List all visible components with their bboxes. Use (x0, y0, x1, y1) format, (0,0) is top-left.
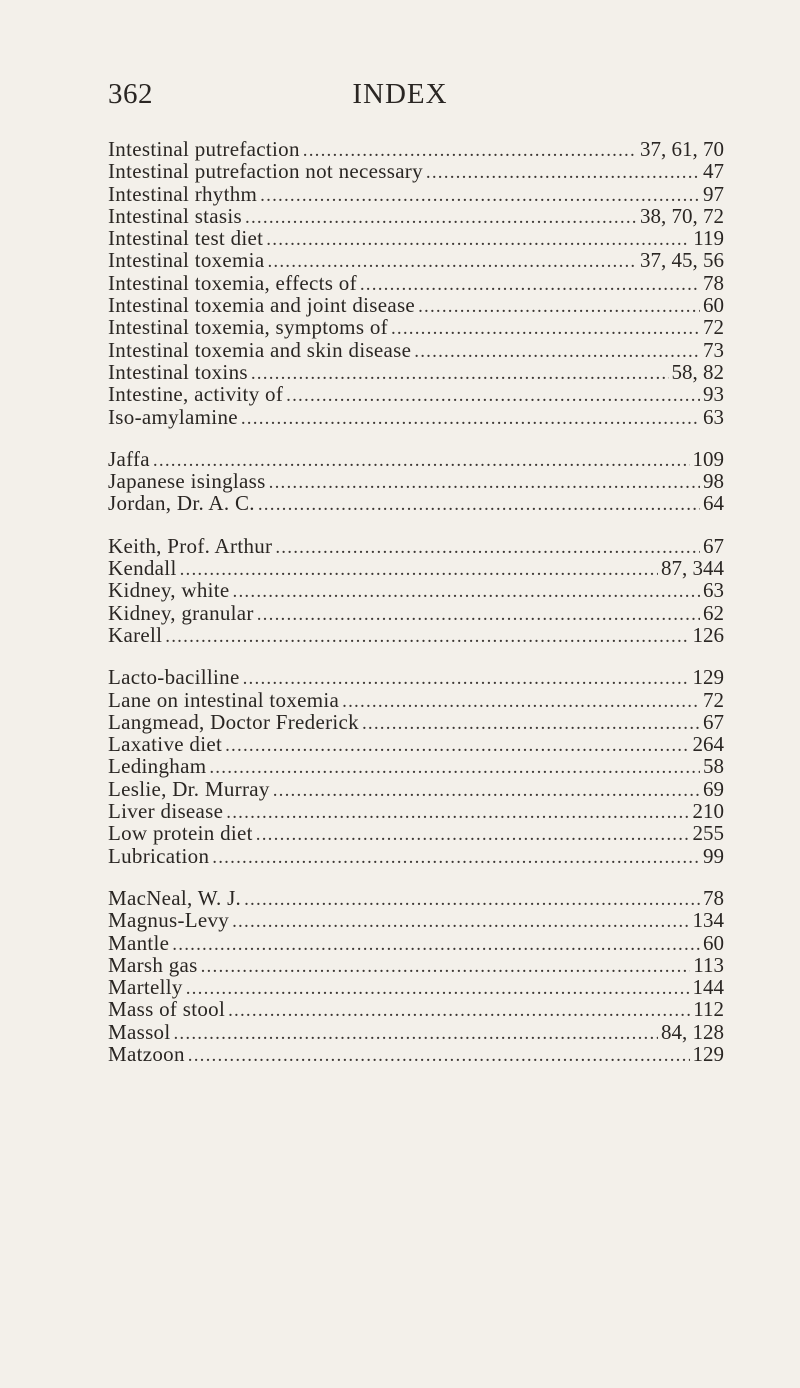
index-entry (108, 579, 724, 601)
index-pages: 126 (692, 622, 724, 647)
dot-leader (173, 1023, 658, 1045)
index-term: Marsh gas (108, 952, 198, 977)
index-pages: 58 (703, 754, 724, 779)
index-entry (108, 800, 724, 822)
index-term: Massol (108, 1019, 171, 1044)
index-term: Leslie, Dr. Murray (108, 776, 270, 801)
index-pages: 37, 45, 56 (640, 248, 724, 273)
index-pages: 119 (693, 226, 724, 251)
index-group (108, 666, 724, 867)
index-term: Magnus-Levy (108, 908, 230, 933)
index-pages: 37, 61, 70 (640, 137, 724, 161)
index-pages: 78 (703, 270, 724, 295)
index-entry (108, 272, 724, 294)
index-term: Intestine, activity of (108, 382, 284, 407)
index-pages: 47 (703, 159, 724, 184)
index-pages: 63 (703, 404, 724, 429)
dot-leader (186, 978, 690, 1000)
index-entry (108, 624, 724, 646)
index-entry (108, 778, 724, 800)
index-pages: 58, 82 (671, 359, 724, 384)
index-entry (108, 887, 724, 909)
dot-leader (286, 385, 700, 407)
index-term: Intestinal stasis (108, 203, 243, 228)
index-pages: 69 (703, 776, 724, 801)
index-pages: 60 (703, 293, 724, 318)
index-term: Intestinal putrefaction (108, 137, 300, 161)
dot-leader (273, 780, 700, 802)
index-pages: 73 (703, 337, 724, 362)
index-entry (108, 535, 724, 557)
index-term: Karell (108, 622, 163, 647)
index-body (108, 138, 724, 1085)
index-term: Low protein diet (108, 821, 253, 846)
index-entry (108, 294, 724, 316)
index-pages: 67 (703, 709, 724, 734)
dot-leader (232, 911, 689, 933)
dot-leader (180, 559, 658, 581)
dot-leader (251, 363, 669, 385)
index-term: Intestinal toxemia (108, 248, 265, 273)
index-term: Jordan, Dr. A. C. (108, 491, 255, 516)
index-pages: 72 (703, 315, 724, 340)
index-term: Kendall (108, 556, 177, 581)
index-term: Mass of stool (108, 997, 226, 1022)
index-term: Jaffa (108, 446, 150, 471)
index-pages: 129 (692, 1041, 724, 1066)
dot-leader (266, 229, 690, 251)
dot-leader (212, 847, 700, 869)
index-pages: 60 (703, 930, 724, 955)
index-term: Ledingham (108, 754, 207, 779)
index-term: Intestinal toxemia, symptoms of (108, 315, 388, 340)
index-term: Matzoon (108, 1041, 185, 1066)
index-pages: 129 (692, 665, 724, 690)
index-entry (108, 998, 724, 1020)
index-group (108, 887, 724, 1065)
dot-leader (209, 757, 700, 779)
index-entry (108, 406, 724, 428)
index-term: Keith, Prof. Arthur (108, 533, 273, 558)
index-entry (108, 470, 724, 492)
index-entry (108, 932, 724, 954)
dot-leader (172, 934, 700, 956)
index-group (108, 138, 724, 428)
index-pages: 144 (692, 975, 724, 1000)
index-entry (108, 602, 724, 624)
index-term: Martelly (108, 975, 183, 1000)
index-term: Intestinal toxemia and skin disease (108, 337, 412, 362)
index-entry (108, 1043, 724, 1065)
index-term: Lubrication (108, 843, 210, 868)
index-pages: 62 (703, 600, 724, 625)
index-entry (108, 160, 724, 182)
dot-leader (201, 956, 691, 978)
dot-leader (418, 296, 700, 318)
index-pages: 264 (692, 732, 724, 757)
index-term: Intestinal toxemia and joint disease (108, 293, 416, 318)
dot-leader (225, 735, 689, 757)
index-entry (108, 183, 724, 205)
index-entry (108, 689, 724, 711)
index-entry (108, 361, 724, 383)
index-term: Lacto-bacilline (108, 665, 240, 690)
index-term: MacNeal, W. J. (108, 885, 242, 910)
dot-leader (342, 691, 700, 713)
index-entry (108, 666, 724, 688)
dot-leader (228, 1000, 690, 1022)
dot-leader (233, 581, 700, 603)
index-entry (108, 316, 724, 338)
index-term: Iso-amylamine (108, 404, 238, 429)
index-entry (108, 845, 724, 867)
index-entry (108, 492, 724, 514)
index-term: Japanese isinglass (108, 469, 266, 494)
index-term: Lane on intestinal toxemia (108, 687, 340, 712)
page-number: 362 (108, 78, 153, 110)
dot-leader (414, 341, 700, 363)
index-pages: 255 (692, 821, 724, 846)
index-pages: 87, 344 (661, 556, 724, 581)
index-pages: 134 (692, 908, 724, 933)
index-entry (108, 249, 724, 271)
index-pages: 98 (703, 469, 724, 494)
dot-leader (165, 626, 689, 648)
index-term: Kidney, white (108, 578, 230, 603)
dot-leader (244, 889, 700, 911)
dot-leader (188, 1045, 690, 1067)
index-pages: 210 (692, 799, 724, 824)
index-entry (108, 227, 724, 249)
index-entry (108, 909, 724, 931)
index-entry (108, 138, 724, 160)
index-entry (108, 755, 724, 777)
dot-leader (256, 824, 690, 846)
index-entry (108, 711, 724, 733)
index-term: Kidney, granular (108, 600, 254, 625)
index-term: Intestinal test diet (108, 226, 264, 251)
dot-leader (241, 408, 700, 430)
index-pages: 72 (703, 687, 724, 712)
dot-leader (391, 318, 700, 340)
index-pages: 93 (703, 382, 724, 407)
index-entry (108, 383, 724, 405)
dot-leader (426, 162, 700, 184)
index-entry (108, 1021, 724, 1043)
page-title: INDEX (352, 78, 448, 110)
index-pages: 113 (693, 952, 724, 977)
dot-leader (257, 604, 700, 626)
index-term: Langmead, Doctor Frederick (108, 709, 359, 734)
index-term: Laxative diet (108, 732, 223, 757)
index-pages: 63 (703, 578, 724, 603)
index-entry (108, 733, 724, 755)
index-pages: 78 (703, 885, 724, 910)
index-entry (108, 339, 724, 361)
index-entry (108, 976, 724, 998)
index-pages: 67 (703, 533, 724, 558)
index-term: Liver disease (108, 799, 224, 824)
page-header (0, 78, 800, 118)
dot-leader (275, 537, 700, 559)
index-pages: 99 (703, 843, 724, 868)
index-term: Mantle (108, 930, 170, 955)
index-entry (108, 557, 724, 579)
index-group (108, 448, 724, 515)
index-pages: 97 (703, 181, 724, 206)
dot-leader (269, 472, 700, 494)
dot-leader (226, 802, 689, 824)
dot-leader (362, 713, 700, 735)
index-pages: 64 (703, 491, 724, 516)
index-term: Intestinal putrefaction not necessary (108, 159, 423, 184)
dot-leader (245, 207, 637, 229)
index-entry (108, 448, 724, 470)
index-pages: 112 (693, 997, 724, 1022)
index-pages: 84, 128 (661, 1019, 724, 1044)
index-term: Intestinal toxins (108, 359, 248, 384)
index-entry (108, 954, 724, 976)
index-term: Intestinal rhythm (108, 181, 258, 206)
dot-leader (260, 185, 700, 207)
dot-leader (258, 494, 700, 516)
index-entry (108, 205, 724, 227)
index-term: Intestinal toxemia, effects of (108, 270, 357, 295)
index-pages: 109 (692, 446, 724, 471)
index-pages: 38, 70, 72 (640, 203, 724, 228)
index-group (108, 535, 724, 646)
index-entry (108, 822, 724, 844)
